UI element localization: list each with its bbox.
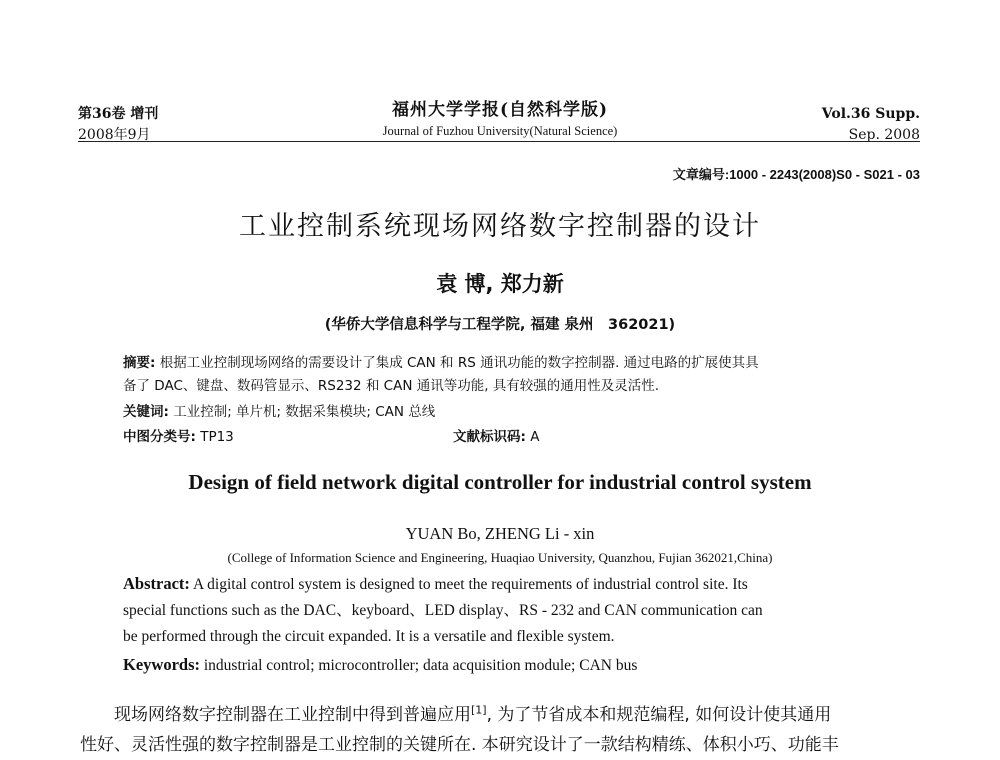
keywords-cn-label: 关键词: [123, 404, 169, 420]
body-line-1 [80, 700, 922, 730]
abstract-en-line-2: special functions such as the DAC、keyboard、LED display、RS - 232 and CAN communication can [123, 602, 763, 619]
class-number-label: 中图分类号: [123, 429, 196, 445]
abstract-en [123, 571, 888, 650]
authors-cn: 袁 博, 郑力新 [436, 272, 564, 296]
abstract-cn-label: 摘要: [123, 355, 156, 371]
keywords-cn-text: 工业控制; 单片机; 数据采集模块; CAN 总线 [173, 404, 436, 420]
body-line-2: 性好、灵活性强的数字控制器是工业控制的关键所在. 本研究设计了一款结构精练、体积小巧、功能丰 [80, 735, 839, 755]
abstract-cn-line-1 [123, 352, 903, 375]
abstract-en-text-1: A digital control system is designed to meet the requirements of industrial control site. Its [192, 576, 748, 593]
journal-name-cn: 福州大学学报(自然科学版) [391, 100, 609, 120]
keywords-en-label: Keywords: [123, 655, 200, 674]
doc-code-value: A [530, 429, 540, 445]
abstract-en-label: Abstract: [123, 574, 190, 593]
body-line-1-b: , 为了节省成本和规范编程, 如何设计使其通用 [486, 705, 832, 725]
date-en: Sep. 2008 [848, 127, 920, 143]
keywords-cn [123, 402, 903, 422]
header-right [822, 104, 920, 146]
keywords-en-text: industrial control; microcontroller; data acquisition module; CAN bus [203, 657, 638, 674]
abstract-cn-line-2: 备了 DAC、键盘、数码管显示、RS232 和 CAN 通讯等功能, 具有较强的通用性及灵活性. [123, 378, 660, 394]
journal-name-en: Journal of Fuzhou University(Natural Science) [382, 124, 618, 138]
doc-code-label: 文献标识码: [453, 429, 526, 445]
abstract-en-line-3: be performed through the circuit expanded. It is a versatile and flexible system. [123, 628, 615, 645]
document-code [453, 427, 539, 447]
class-number-value: TP13 [200, 429, 234, 445]
title-cn: 工业控制系统现场网络数字控制器的设计 [239, 211, 761, 242]
abstract-en-line-1 [123, 571, 888, 598]
body-paragraph [80, 700, 922, 760]
keywords-en [123, 652, 888, 679]
title-en: Design of field network digital controller for industrial control system [188, 470, 812, 494]
article-number: 文章编号:1000 - 2243(2008)S0 - S021 - 03 [672, 167, 920, 182]
affiliation-en: (College of Information Science and Engineering, Huaqiao University, Quanzhou, Fujian 362021,China) [227, 550, 773, 565]
volume-issue-cn: 第36卷 增刊 [78, 106, 159, 122]
abstract-cn-text-1: 根据工业控制现场网络的需要设计了集成 CAN 和 RS 通讯功能的数字控制器. 通过电路的扩展使其具 [159, 355, 759, 371]
date-cn: 2008年9月 [78, 127, 151, 143]
body-line-1-a: 现场网络数字控制器在工业控制中得到普遍应用 [114, 705, 471, 725]
header-rule [78, 141, 920, 142]
classification-cn [123, 427, 903, 447]
abstract-cn [123, 352, 903, 398]
volume-issue-en: Vol.36 Supp. [821, 106, 920, 122]
citation-ref: [1] [471, 703, 487, 717]
affiliation-cn: (华侨大学信息科学与工程学院, 福建 泉州 362021) [324, 317, 676, 333]
authors-en: YUAN Bo, ZHENG Li - xin [405, 524, 595, 543]
